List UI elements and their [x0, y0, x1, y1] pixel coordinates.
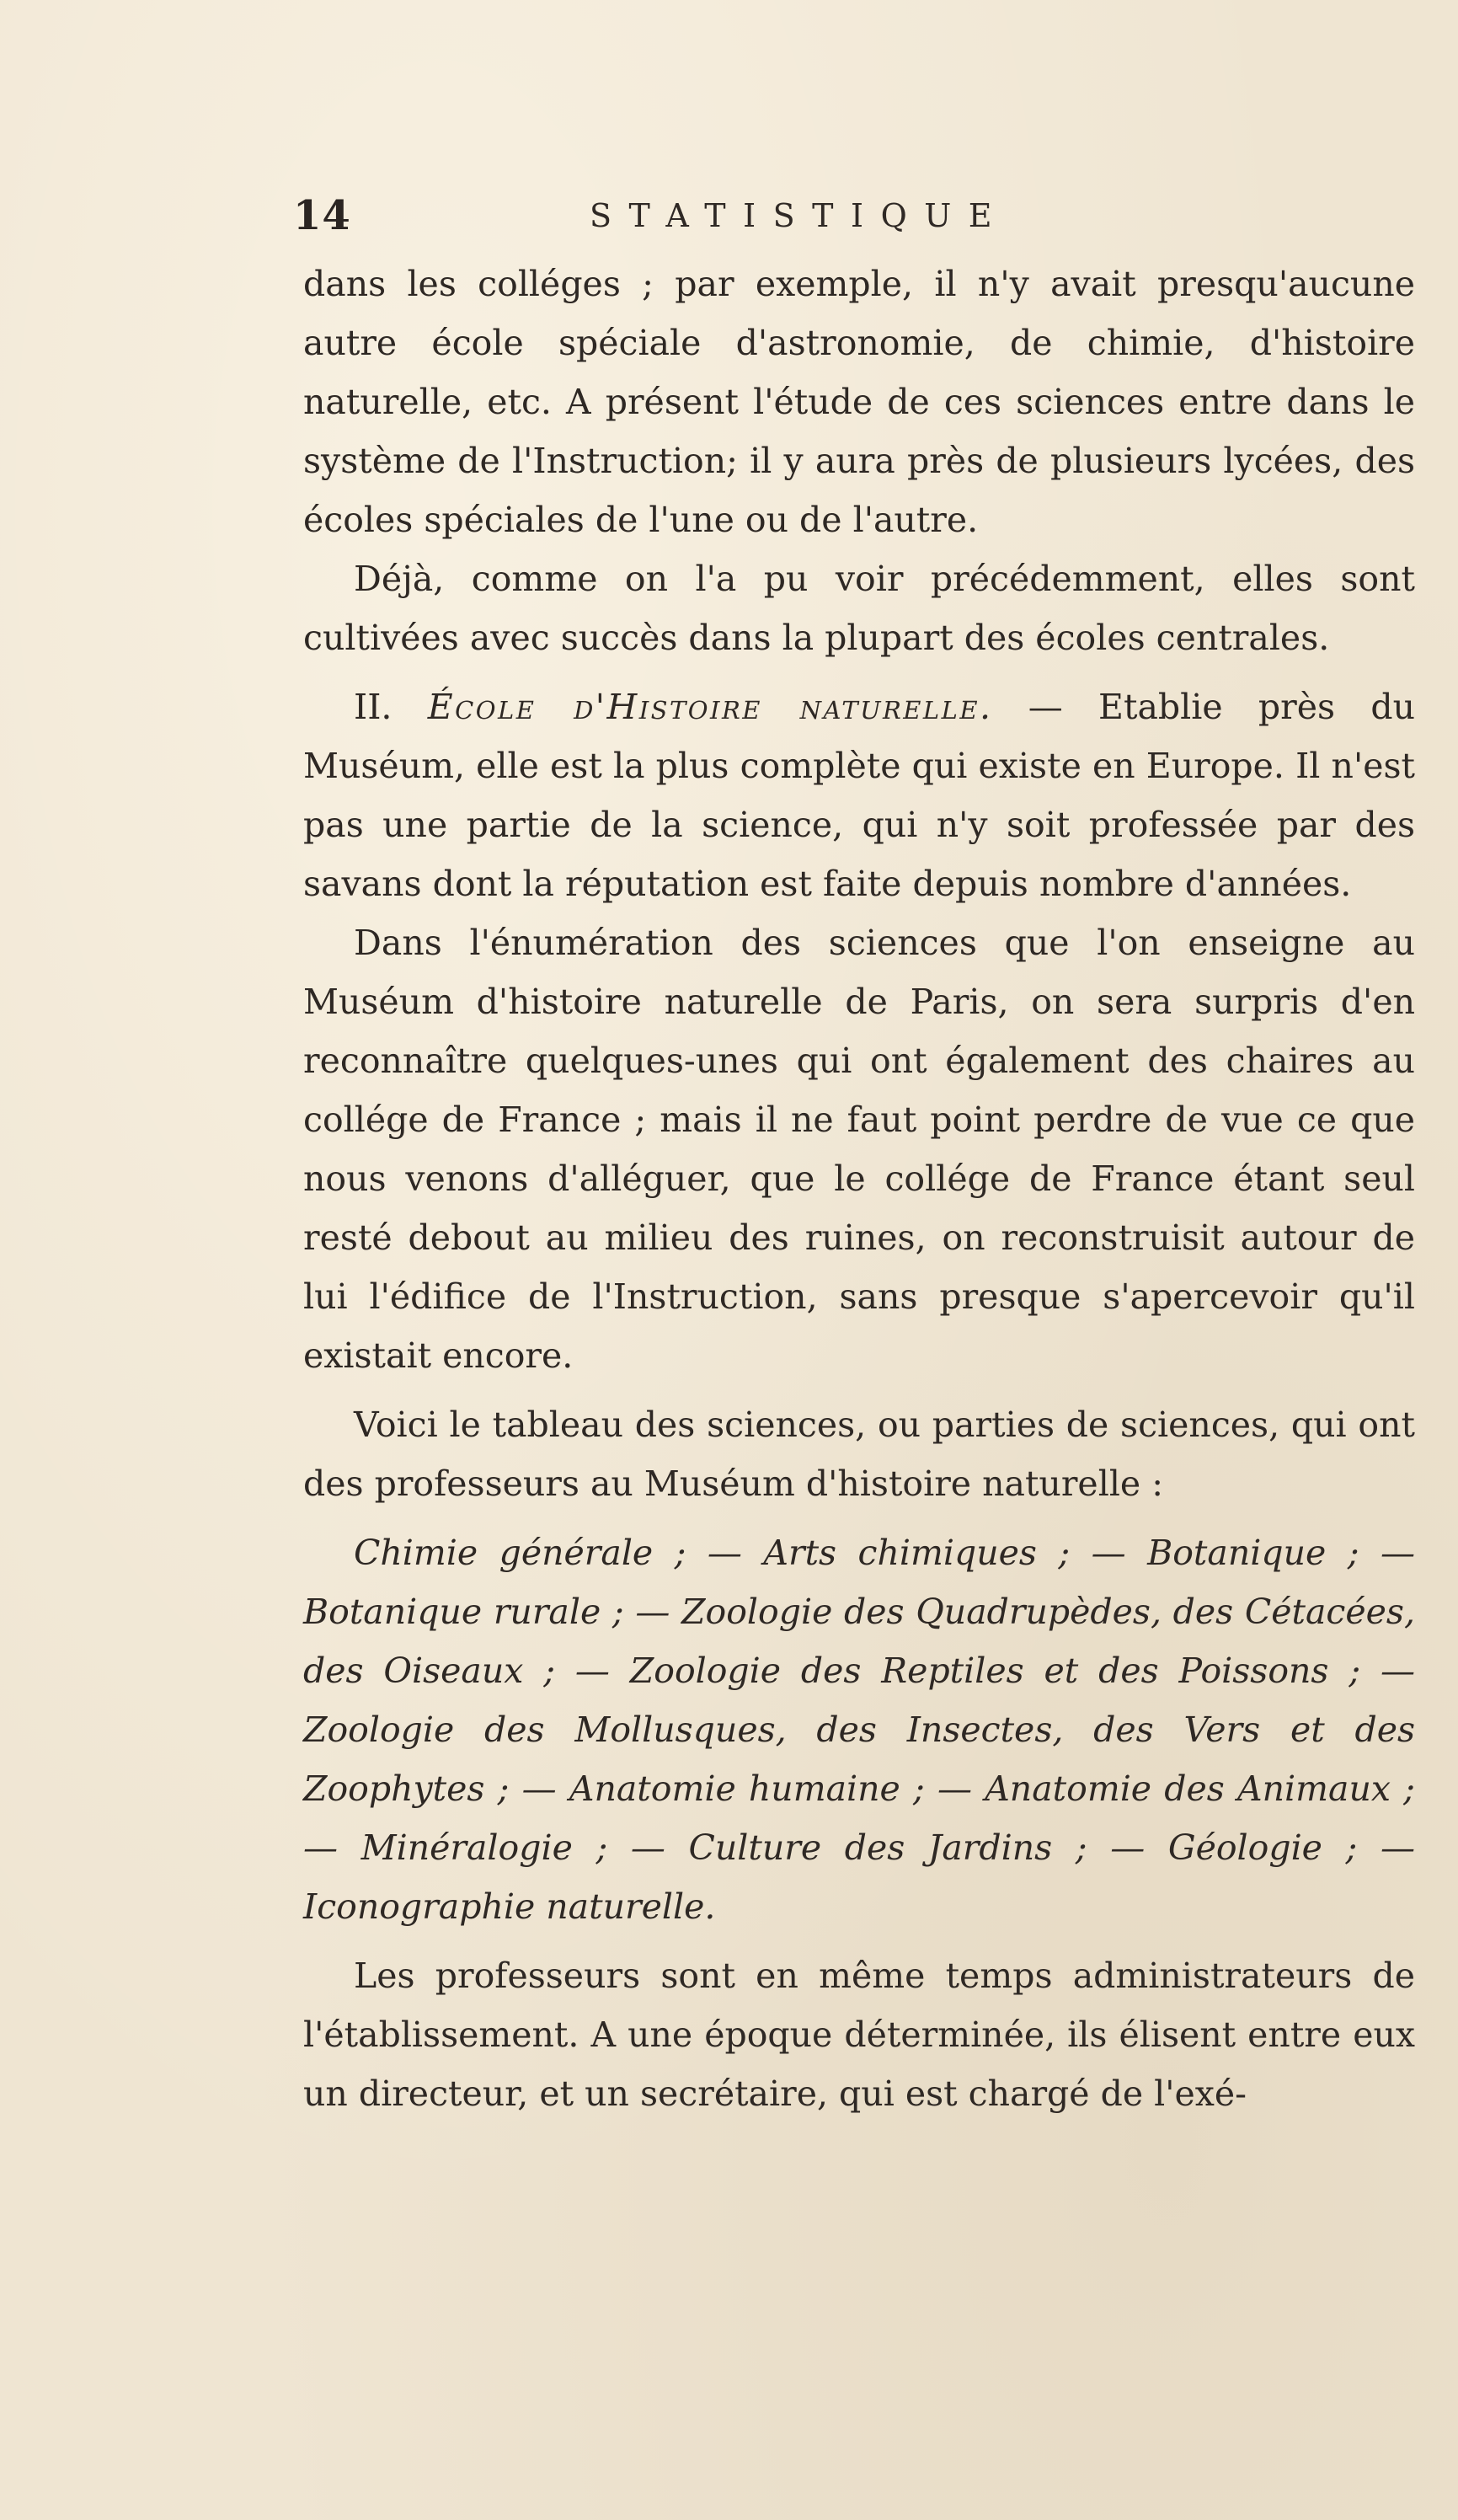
section-heading: École d'Histoire naturelle.: [427, 687, 993, 727]
list-sciences: Chimie générale ; — Arts chimiques ; — Botanique ; — Botanique rurale ; — Zoologie des Quadrupèdes, des Cétacées, des Oiseaux ; — Zoologie des Reptiles et des Poissons ; — Zoologie des Mollusques, des Insectes, des Vers et des Zoophytes ; — Anatomie humaine ; — Anatomie des Animaux ; — Minéralogie ; — Culture des Jardins ; — Géologie ; — Iconographie naturelle.: [303, 1533, 1415, 1927]
running-title: STATISTIQUE: [590, 197, 1010, 234]
page-header: [293, 192, 1413, 251]
paragraph-ecoles-centrales: Déjà, comme on l'a pu voir précédemment, elles sont cultivées avec succès dans la plupart des écoles centrales.: [303, 559, 1415, 658]
page-body: [303, 254, 1415, 2123]
section-text: — Etablie près du Muséum, elle est la plus complète qui existe en Europe. Il n'est pas une partie de la science, qui n'y soit professée par des savans dont la réputation est faite depuis nombre d'années.: [303, 687, 1415, 904]
paragraph-enumeration: Dans l'énumération des sciences que l'on enseigne au Muséum d'histoire naturelle de Paris, on sera surpris d'en reconnaître quelques-unes qui ont également des chaires au collége de France ; mais il ne faut point perdre de vue ce que nous venons d'alléguer, que le collége de France étant seul resté debout au milieu des ruines, on reconstruisit autour de lui l'édifice de l'Instruction, sans presque s'apercevoir qu'il existait encore.: [303, 923, 1415, 1376]
paragraph-colleges: dans les colléges ; par exemple, il n'y avait presqu'aucune autre école spéciale d'astronomie, de chimie, d'histoire naturelle, etc. A présent l'étude de ces sciences entre dans le système de l'Instruction; il y aura près de plusieurs lycées, des écoles spéciales de l'une ou de l'autre.: [303, 264, 1415, 540]
page-number: 14: [293, 192, 351, 239]
paragraph-professeurs: Les professeurs sont en même temps administrateurs de l'établissement. A une époque déterminée, ils élisent entre eux un directeur, et un secrétaire, qui est chargé de l'exé-: [303, 1956, 1415, 2114]
paragraph-ecole-histoire-naturelle: [303, 677, 1415, 913]
section-number: II.: [354, 687, 393, 727]
paragraph-tableau-intro: Voici le tableau des sciences, ou parties de sciences, qui ont des professeurs au Muséum d'histoire naturelle :: [303, 1404, 1415, 1504]
